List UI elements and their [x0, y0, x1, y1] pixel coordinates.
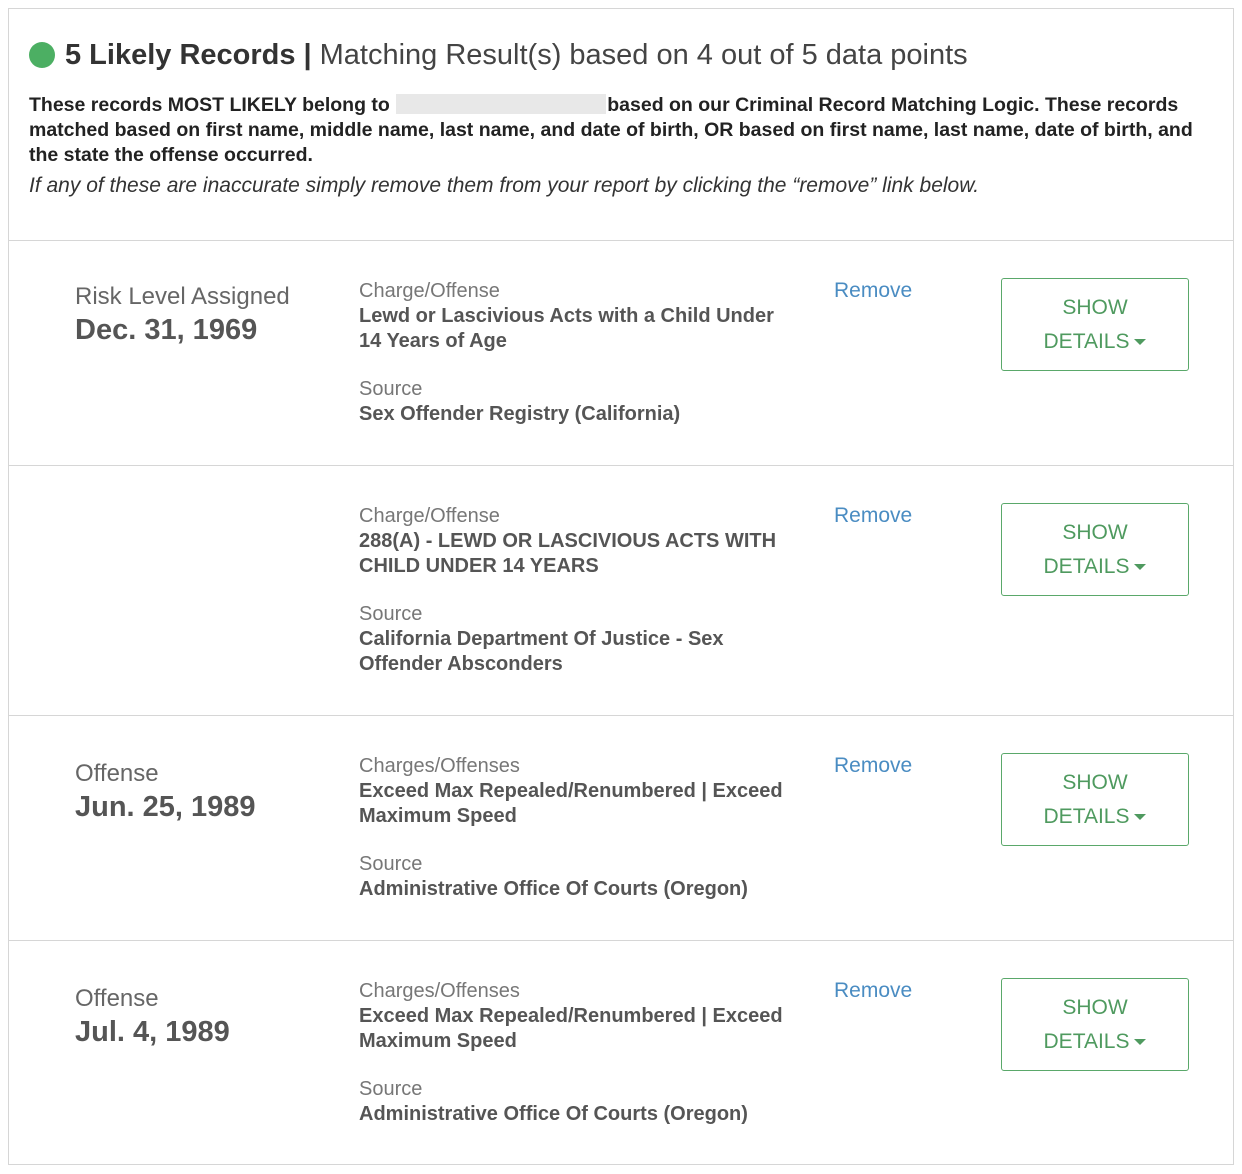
matching-result-text: Matching Result(s) based on 4 out of 5 data points	[319, 38, 968, 71]
record-date-block	[75, 985, 230, 1049]
show-details-line1: SHOW	[1062, 995, 1128, 1019]
record-date-label: Offense	[75, 760, 159, 787]
charge-value: Lewd or Lascivious Acts with a Child Under 14 Years of Age	[359, 305, 774, 352]
remove-link[interactable]: Remove	[834, 279, 913, 302]
show-details-line1: SHOW	[1062, 295, 1128, 319]
record-row	[9, 941, 1233, 1166]
show-details-button[interactable]	[1001, 753, 1189, 846]
record-date-label: Offense	[75, 985, 159, 1012]
redacted-name	[396, 94, 606, 114]
record-row	[9, 466, 1233, 716]
show-details-line2: DETAILS	[1043, 804, 1130, 828]
show-details-button[interactable]	[1001, 503, 1189, 596]
show-details-button[interactable]	[1001, 978, 1189, 1071]
charge-value: Exceed Max Repealed/Renumbered | Exceed Maximum Speed	[359, 780, 783, 827]
record-info	[359, 979, 799, 1127]
source-value: Administrative Office Of Courts (Oregon)	[359, 1103, 748, 1125]
charge-label: Charges/Offenses	[359, 755, 520, 777]
record-info	[359, 754, 799, 902]
show-details-button[interactable]	[1001, 278, 1189, 371]
status-dot-icon	[29, 42, 55, 68]
source-label: Source	[359, 1078, 423, 1100]
charge-value: Exceed Max Repealed/Renumbered | Exceed Maximum Speed	[359, 1005, 783, 1052]
desc-before: These records MOST LIKELY belong to	[29, 94, 390, 116]
record-date-value: Dec. 31, 1969	[75, 314, 258, 346]
show-details-line1: SHOW	[1062, 770, 1128, 794]
source-label: Source	[359, 378, 423, 400]
caret-down-icon	[1134, 814, 1146, 820]
charge-label: Charges/Offenses	[359, 980, 520, 1002]
record-date-block	[75, 760, 256, 824]
record-row	[9, 716, 1233, 941]
show-details-line2: DETAILS	[1043, 554, 1130, 578]
show-details-line1: SHOW	[1062, 520, 1128, 544]
record-info	[359, 504, 799, 677]
title-separator: |	[303, 38, 312, 71]
show-details-line2: DETAILS	[1043, 1029, 1130, 1053]
remove-link[interactable]: Remove	[834, 979, 913, 1002]
likely-records-count: 5 Likely Records	[65, 38, 296, 71]
record-date-value: Jun. 25, 1989	[75, 791, 256, 823]
remove-link[interactable]: Remove	[834, 754, 913, 777]
remove-instruction-note: If any of these are inaccurate simply remove them from your report by clicking the “remove” link below.	[29, 174, 980, 197]
results-header	[9, 9, 1233, 241]
desc-after: based on our Criminal Record Matching Logic. These records matched based on first name, middle name, last name, and date of birth, OR based on first name, last name, date of birth, and the state the offense occurred.	[29, 94, 1193, 166]
caret-down-icon	[1134, 339, 1146, 345]
show-details-line2: DETAILS	[1043, 329, 1130, 353]
show-details-line2-wrap	[1044, 1025, 1147, 1059]
charge-label: Charge/Offense	[359, 505, 500, 527]
source-label: Source	[359, 603, 423, 625]
match-description	[29, 93, 1219, 168]
charge-value: 288(A) - LEWD OR LASCIVIOUS ACTS WITH CHILD UNDER 14 YEARS	[359, 530, 777, 577]
record-row	[9, 241, 1233, 466]
source-value: California Department Of Justice - Sex Offender Absconders	[359, 628, 724, 675]
remove-link[interactable]: Remove	[834, 504, 913, 527]
show-details-line2-wrap	[1044, 325, 1147, 359]
record-info	[359, 279, 799, 427]
caret-down-icon	[1134, 1039, 1146, 1045]
results-title	[29, 37, 1213, 73]
charge-label: Charge/Offense	[359, 280, 500, 302]
show-details-line2-wrap	[1044, 550, 1147, 584]
record-date-value: Jul. 4, 1989	[75, 1016, 230, 1048]
show-details-line2-wrap	[1044, 800, 1147, 834]
record-date-block	[75, 283, 290, 347]
source-value: Administrative Office Of Courts (Oregon)	[359, 878, 748, 900]
caret-down-icon	[1134, 564, 1146, 570]
source-label: Source	[359, 853, 423, 875]
source-value: Sex Offender Registry (California)	[359, 403, 681, 425]
record-date-label: Risk Level Assigned	[75, 283, 290, 310]
results-panel	[8, 8, 1234, 1165]
